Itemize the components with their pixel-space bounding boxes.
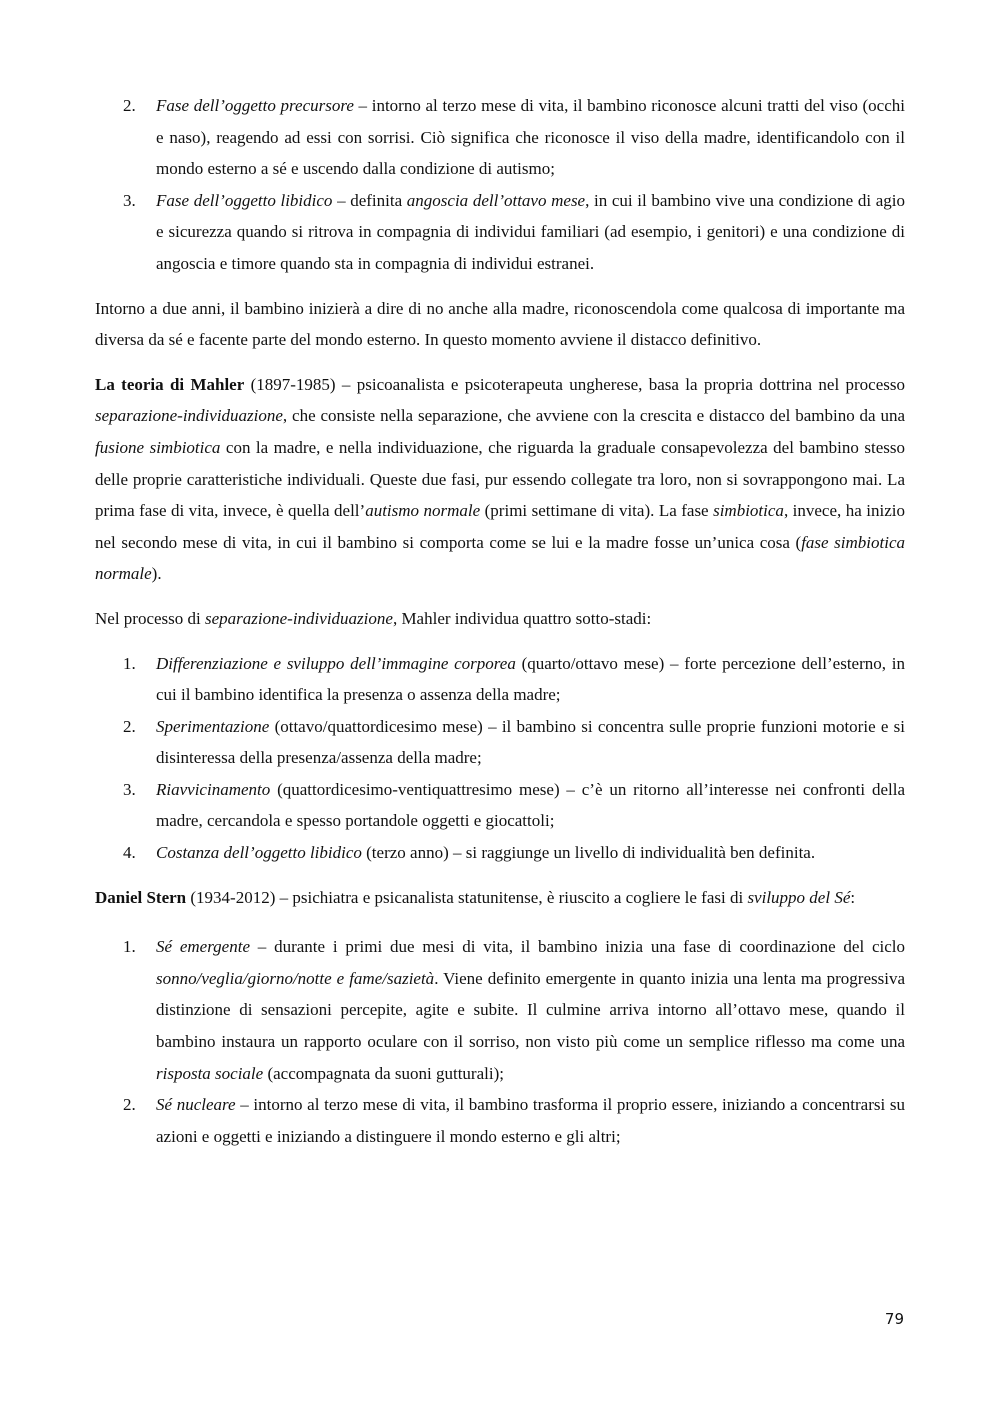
text-run: Nel processo di xyxy=(95,608,206,628)
list-number: 2. xyxy=(123,1095,136,1115)
stage-text: (quarto/ottavo mese) – forte percezione dell’esterno, in cui il bambino identifica la presenza o assenza della madre; xyxy=(156,653,905,705)
list-number: 4. xyxy=(123,843,136,863)
stage-text: (quattordicesimo-ventiquattresimo mese) – c’è un ritorno all’interesse nei confronti della madre, cercandola e spesso portandole oggetti e giocattoli; xyxy=(156,779,905,831)
stage-title: Sperimentazione xyxy=(156,716,270,736)
list-item xyxy=(95,931,905,1089)
stage-text: – durante i primi due mesi di vita, il bambino inizia una fase di coordinazione del ciclo xyxy=(250,937,906,957)
stage-title: Fase dell’oggetto libidico xyxy=(156,190,333,210)
text-run: (primi settimane di vita). La fase xyxy=(480,501,714,521)
italic-term: sonno/veglia/giorno/notte e fame/sazietà xyxy=(156,968,435,988)
stern-heading: Daniel Stern xyxy=(95,887,187,907)
stage-text: (ottavo/quattordicesimo mese) – il bambino si concentra sulle proprie funzioni motorie e si disinteressa della presenza/assenza della madre; xyxy=(156,716,905,768)
stage-title: Sé emergente xyxy=(156,937,251,957)
stage-text: (accompagnata da suoni gutturali); xyxy=(263,1063,504,1083)
italic-term: separazione-individuazione xyxy=(205,608,393,628)
list-item xyxy=(95,90,905,185)
paragraph-two-years: Intorno a due anni, il bambino inizierà a dire di no anche alla madre, riconoscendola come qualcosa di importante ma diversa da sé e facente parte del mondo esterno. In questo momento avviene il distacco definitivo. xyxy=(95,298,905,350)
stage-title: Riavvicinamento xyxy=(156,779,271,799)
italic-term: sviluppo del Sé xyxy=(747,887,851,907)
italic-term: separazione-individuazione xyxy=(95,406,283,426)
stage-term: angoscia dell’ottavo mese xyxy=(406,190,586,210)
freud-stages-list xyxy=(95,90,905,280)
text-run: , che consiste nella separazione, che avviene con la crescita e distacco del bambino da una xyxy=(282,406,905,426)
document-page xyxy=(95,90,905,1165)
italic-term: simbiotica xyxy=(713,501,784,521)
stage-text: – intorno al terzo mese di vita, il bambino riconosce alcuni tratti del viso (occhi e naso), reagendo ad essi con sorrisi. Ciò significa che riconosce il viso della madre, identificandolo con il mondo esterno a sé e uscendo dalla condizione di autismo; xyxy=(156,96,905,179)
list-item xyxy=(95,774,905,837)
stern-stages-list xyxy=(95,931,905,1152)
italic-term: autismo normale xyxy=(365,501,481,521)
text-run: con la madre, e nella individuazione, che riguarda la graduale consapevolezza del bambino stesso delle proprie caratteristiche individuali. Queste due fasi, pur essendo collegate tra loro, non si sovrappongono mai. La prima fase di vita, invece, è quella dell’ xyxy=(95,437,905,521)
paragraph-mahler xyxy=(95,369,905,590)
mahler-heading: La teoria di Mahler xyxy=(95,374,245,394)
italic-term: risposta sociale xyxy=(156,1063,264,1083)
list-number: 2. xyxy=(123,96,136,115)
text-run: , invece, ha inizio nel secondo mese di vita, in cui il bambino si comporta come se lui e la madre fosse un’unica cosa ( xyxy=(95,501,905,552)
list-number: 1. xyxy=(123,653,136,673)
list-number: 3. xyxy=(123,779,136,799)
list-number: 2. xyxy=(123,716,136,736)
paragraph-mahler-intro xyxy=(95,603,905,635)
stage-text: , in cui il bambino vive una condizione di agio e sicurezza quando si ritrova in compagnia di individui familiari (ad esempio, i genitori) e una condizione di angoscia e timore quando sta in compagnia di individui estranei. xyxy=(156,190,905,273)
list-item xyxy=(95,648,905,711)
stage-text: – intorno al terzo mese di vita, il bambino trasforma il proprio essere, iniziando a concentrarsi su azioni e oggetti e iniziando a distinguere il mondo esterno e gli altri; xyxy=(156,1095,906,1146)
italic-term: fase simbiotica normale xyxy=(95,532,906,584)
text-run: (1897-1985) – psicoanalista e psicoterapeuta ungherese, basa la propria dottrina nel processo xyxy=(244,374,905,394)
list-item xyxy=(95,1089,905,1152)
stage-title: Sé nucleare xyxy=(156,1095,236,1115)
page-number: 79 xyxy=(884,1310,904,1328)
text-run: , Mahler individua quattro sotto-stadi: xyxy=(392,608,652,628)
italic-term: fusione simbiotica xyxy=(95,437,221,457)
list-item xyxy=(95,711,905,774)
list-number: 3. xyxy=(123,190,136,210)
list-item xyxy=(95,837,905,869)
stage-text: – definita xyxy=(332,190,407,210)
text-run: : xyxy=(850,887,856,907)
stage-title: Fase dell’oggetto precursore xyxy=(156,96,354,115)
stage-text: (terzo anno) – si raggiunge un livello di individualità ben definita. xyxy=(361,843,816,863)
stage-text: . Viene definito emergente in quanto inizia una lenta ma progressiva distinzione di sensazioni percepite, agite e subite. Il culmine arriva intorno all’ottavo mese, quando il bambino instaura un rapporto oculare con il sorriso, non visto più come un semplice riflesso ma come una xyxy=(156,968,905,1052)
list-number: 1. xyxy=(123,937,136,957)
stage-title: Costanza dell’oggetto libidico xyxy=(156,843,362,863)
text-run: (1934-2012) – psichiatra e psicanalista statunitense, è riuscito a cogliere le fasi di xyxy=(186,887,748,907)
text-run: ). xyxy=(151,564,162,584)
list-item xyxy=(95,185,905,280)
stage-title: Differenziazione e sviluppo dell’immagine corporea xyxy=(156,653,516,673)
mahler-substages-list xyxy=(95,648,905,869)
paragraph-stern xyxy=(95,882,905,914)
